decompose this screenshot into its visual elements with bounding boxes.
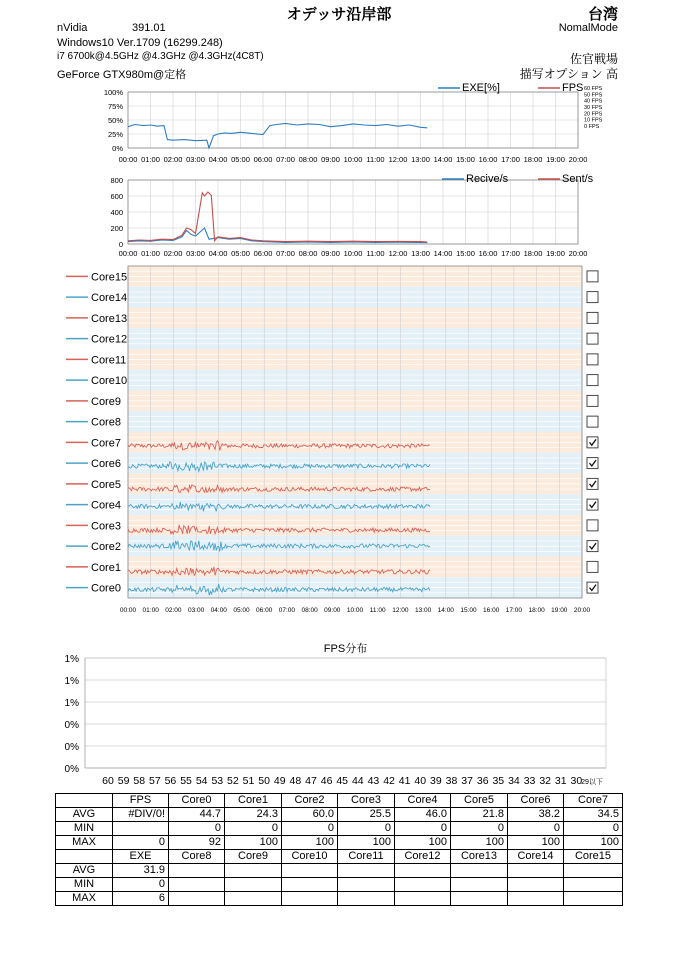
stats-cell: [338, 878, 395, 892]
x-tick-label: 15:00: [460, 607, 477, 614]
stats-header-cell: Core4: [395, 794, 451, 808]
x-tick-label: 01:00: [141, 155, 160, 164]
fps-tick-label: 0 FPS: [584, 124, 600, 130]
stats-header-cell: Core14: [508, 850, 564, 864]
stats-cell: [395, 878, 451, 892]
y-tick-label: 200: [110, 224, 123, 233]
y-tick-label: 100%: [103, 88, 123, 97]
stats-header-cell: Core13: [451, 850, 508, 864]
x-tick-label: 34: [508, 775, 520, 787]
stats-cell: [169, 864, 225, 878]
x-tick-label: 38: [445, 775, 458, 787]
x-tick-label: 17:00: [501, 155, 520, 164]
core-legend-label: Core4: [91, 499, 121, 512]
y-tick-label: 800: [110, 176, 123, 185]
x-tick-label: 43: [367, 775, 380, 787]
y-tick-label: 1%: [64, 698, 79, 709]
stats-header-row: [56, 850, 623, 864]
stats-cell: 0: [395, 822, 451, 836]
x-tick-label: 40: [414, 775, 427, 787]
x-tick-label: 57: [148, 775, 161, 787]
fps-tick-label: 30 FPS: [584, 105, 603, 111]
stats-cell: [338, 864, 395, 878]
os-info: Windows10 Ver.1709 (16299.248): [57, 37, 223, 49]
x-tick-label: 41: [398, 775, 411, 787]
x-tick-label: 50: [258, 775, 270, 787]
cores-chart: [0, 262, 678, 618]
core-legend-label: Core8: [91, 416, 121, 429]
x-tick-label: 20:00: [568, 155, 588, 164]
stats-row: [56, 864, 623, 878]
x-tick-label: 54: [195, 775, 208, 787]
core-checkbox[interactable]: [587, 561, 598, 572]
gpu-info: GeForce GTX980m@定格: [57, 69, 187, 81]
x-tick-label: 11:00: [366, 249, 385, 258]
stats-cell: 31.9: [113, 864, 169, 878]
stats-cell: [225, 864, 282, 878]
x-tick-label: 19:00: [551, 607, 568, 614]
stats-header-cell: Core15: [564, 850, 623, 864]
x-tick-label: 05:00: [231, 155, 250, 164]
stats-header-cell: Core0: [169, 794, 225, 808]
stats-cell: 0: [225, 822, 282, 836]
stats-cell: [508, 878, 564, 892]
x-tick-label: 47: [305, 775, 317, 787]
core-checkbox[interactable]: [587, 354, 598, 365]
stats-header-cell: Core8: [169, 850, 225, 864]
core-legend-label: Core9: [91, 395, 121, 408]
fps-distribution-chart: [0, 638, 678, 788]
stats-cell: 0: [338, 822, 395, 836]
y-tick-label: 25%: [107, 130, 123, 139]
fps-dist-title: FPS分布: [323, 643, 368, 655]
driver-version: 391.01: [132, 22, 166, 34]
core-legend-label: Core12: [91, 333, 128, 346]
stats-cell: 38.2: [508, 808, 564, 822]
stats-cell: [508, 864, 564, 878]
gpu-vendor: nVidia: [57, 22, 88, 34]
stats-cell: 46.0: [395, 808, 451, 822]
stats-header-cell: EXE: [113, 850, 169, 864]
legend-label-exe: EXE[%]: [462, 82, 500, 94]
stats-header-cell: Core10: [282, 850, 338, 864]
stats-row-label: MAX: [56, 892, 113, 906]
x-tick-label: 13:00: [414, 607, 432, 614]
y-tick-label: 75%: [107, 102, 123, 111]
x-tick-label: 18:00: [523, 249, 543, 258]
x-tick-label: 45: [336, 775, 349, 787]
core-checkbox[interactable]: [587, 458, 598, 469]
y-tick-label: 400: [110, 208, 123, 217]
x-tick-label: 15:00: [456, 249, 475, 258]
stats-row: [56, 808, 623, 822]
stats-row: [56, 892, 623, 906]
stats-header-cell: [56, 850, 113, 864]
stats-cell: [169, 878, 225, 892]
stats-cell: 24.3: [225, 808, 282, 822]
core-legend-label: Core10: [91, 375, 128, 388]
map-name: 台湾: [587, 6, 618, 23]
stats-row: [56, 878, 623, 892]
stats-header-cell: Core1: [225, 794, 282, 808]
stats-cell: 0: [282, 822, 338, 836]
x-tick-label: 03:00: [186, 155, 205, 164]
x-tick-label: 08:00: [298, 249, 318, 258]
stats-cell: 100: [451, 836, 508, 850]
y-tick-label: 0%: [64, 742, 79, 753]
core-legend-label: Core7: [91, 437, 121, 450]
core-legend-label: Core2: [91, 541, 121, 554]
fps-tick-label: 10 FPS: [584, 117, 603, 124]
x-tick-label: 30: [570, 775, 583, 787]
stats-cell: 100: [225, 836, 282, 850]
stats-cell: 0: [451, 822, 508, 836]
x-tick-label: 02:00: [165, 607, 182, 614]
stats-cell: 0: [113, 836, 169, 850]
x-tick-label: 00:00: [118, 155, 138, 164]
fps-tick-label: 20 FPS: [584, 111, 603, 118]
x-tick-label: 44: [351, 775, 364, 787]
core-legend-label: Core15: [91, 271, 128, 284]
y-tick-label: 0%: [64, 764, 79, 775]
stats-cell: [508, 892, 564, 906]
x-tick-label: 19:00: [546, 155, 565, 164]
stats-header-cell: Core6: [508, 794, 564, 808]
y-tick-label: 1%: [64, 676, 79, 687]
stats-cell: 100: [282, 836, 338, 850]
stats-header-cell: Core5: [451, 794, 508, 808]
stats-cell: 100: [338, 836, 395, 850]
stats-cell: [282, 864, 338, 878]
x-tick-label: 39: [430, 775, 442, 787]
x-tick-label: 10:00: [346, 607, 364, 614]
stats-cell: 44.7: [169, 808, 225, 822]
x-tick-label: 42: [383, 775, 395, 787]
stats-row-label: AVG: [56, 808, 113, 822]
x-tick-label: 15:00: [456, 155, 475, 164]
x-tick-label: 09:00: [321, 155, 340, 164]
x-tick-label: 07:00: [276, 249, 295, 258]
stats-header-cell: Core11: [338, 850, 395, 864]
stats-cell: [564, 864, 623, 878]
stats-cell: [395, 892, 451, 906]
x-tick-label: 04:00: [208, 249, 228, 258]
core-checkbox[interactable]: [587, 333, 598, 344]
x-tick-label: 18:00: [523, 155, 543, 164]
x-tick-label: 01:00: [141, 249, 160, 258]
x-tick-label: 12:00: [388, 249, 408, 258]
x-tick-label: 08:00: [298, 155, 318, 164]
stats-cell: 100: [508, 836, 564, 850]
stats-cell: [564, 878, 623, 892]
stats-header-cell: Core12: [395, 850, 451, 864]
core-legend-label: Core11: [91, 354, 127, 367]
x-tick-label: 04:00: [208, 155, 228, 164]
x-tick-label: 31: [554, 775, 567, 787]
legend-label-fps: FPS: [562, 82, 584, 94]
y-tick-label: 50%: [107, 116, 123, 125]
stats-header-cell: [56, 794, 113, 808]
stats-header-cell: FPS: [113, 794, 169, 808]
stats-row: [56, 822, 623, 836]
x-tick-label: 32: [539, 775, 552, 787]
stats-cell: [169, 892, 225, 906]
core-checkbox[interactable]: [587, 541, 598, 552]
x-tick-label: 14:00: [437, 607, 454, 614]
x-tick-label: 29以下: [581, 779, 603, 786]
x-tick-label: 18:00: [528, 607, 545, 614]
stats-cell: 0: [113, 878, 169, 892]
x-tick-label: 16:00: [483, 607, 500, 614]
core-checkbox[interactable]: [587, 416, 598, 427]
core-checkbox[interactable]: [587, 375, 598, 386]
core-checkbox[interactable]: [587, 437, 598, 448]
x-tick-label: 12:00: [388, 155, 408, 164]
network-chart: [0, 170, 678, 262]
core-legend-label: Core6: [91, 458, 121, 471]
x-tick-label: 60: [102, 775, 114, 787]
page-title: オデッサ沿岸部: [286, 6, 392, 23]
x-tick-label: 06:00: [253, 249, 273, 258]
stats-cell: [282, 878, 338, 892]
stats-row-label: MIN: [56, 822, 113, 836]
x-tick-label: 51: [242, 775, 255, 787]
stats-cell: #DIV/0!: [113, 808, 169, 822]
stats-header-cell: Core9: [225, 850, 282, 864]
stats-cell: 21.8: [451, 808, 508, 822]
x-tick-label: 11:00: [369, 607, 386, 614]
x-tick-label: 02:00: [163, 249, 183, 258]
core-checkbox[interactable]: [587, 292, 598, 303]
y-tick-label: 0: [118, 240, 123, 249]
x-tick-label: 59: [117, 775, 130, 787]
x-tick-label: 16:00: [478, 155, 498, 164]
x-tick-label: 36: [476, 775, 489, 787]
stats-cell: [564, 892, 623, 906]
x-tick-label: 14:00: [433, 155, 453, 164]
x-tick-label: 58: [133, 775, 146, 787]
core-legend-label: Core5: [91, 478, 121, 491]
stats-cell: 0: [508, 822, 564, 836]
core-checkbox[interactable]: [587, 395, 598, 406]
x-tick-label: 09:00: [324, 607, 341, 614]
battle-label: 佐官戦場: [569, 52, 618, 66]
x-tick-label: 53: [211, 775, 224, 787]
fps-tick-label: 50 FPS: [584, 92, 603, 99]
y-tick-label: 600: [110, 192, 123, 201]
fps-tick-label: 60 FPS: [584, 86, 603, 92]
x-tick-label: 01:00: [142, 607, 159, 614]
x-tick-label: 08:00: [301, 607, 318, 614]
stats-cell: [113, 822, 169, 836]
stats-cell: 6: [113, 892, 169, 906]
stats-cell: 100: [395, 836, 451, 850]
stats-table: [55, 793, 623, 906]
x-tick-label: 14:00: [433, 249, 453, 258]
core-checkbox[interactable]: [587, 499, 598, 510]
x-tick-label: 17:00: [505, 607, 523, 614]
stats-row: [56, 836, 623, 850]
x-tick-label: 13:00: [411, 249, 430, 258]
x-tick-label: 10:00: [343, 155, 363, 164]
x-tick-label: 20:00: [568, 249, 588, 258]
x-tick-label: 11:00: [366, 155, 385, 164]
core-checkbox[interactable]: [587, 271, 598, 282]
core-legend-label: Core1: [91, 561, 121, 574]
x-tick-label: 46: [320, 775, 333, 787]
x-tick-label: 10:00: [343, 249, 363, 258]
x-tick-label: 06:00: [256, 607, 273, 614]
core-checkbox[interactable]: [587, 312, 598, 323]
core-checkbox[interactable]: [587, 582, 598, 593]
core-checkbox[interactable]: [587, 520, 598, 531]
x-tick-label: 37: [461, 775, 473, 787]
x-tick-label: 48: [289, 775, 302, 787]
stats-header-row: [56, 794, 623, 808]
y-tick-label: 0%: [112, 144, 123, 153]
y-tick-label: 0%: [64, 720, 79, 731]
x-tick-label: 03:00: [187, 607, 205, 614]
legend-label-recive: Recive/s: [466, 173, 509, 185]
y-tick-label: 1%: [64, 654, 79, 665]
stats-cell: 100: [564, 836, 623, 850]
x-tick-label: 00:00: [119, 607, 137, 614]
x-tick-label: 52: [227, 775, 239, 787]
x-tick-label: 56: [164, 775, 177, 787]
exe-fps-chart: [0, 78, 678, 170]
stats-cell: [338, 892, 395, 906]
stats-cell: [451, 892, 508, 906]
stats-cell: [395, 864, 451, 878]
stats-cell: [451, 878, 508, 892]
x-tick-label: 55: [180, 775, 192, 787]
x-tick-label: 07:00: [278, 607, 296, 614]
x-tick-label: 09:00: [321, 249, 340, 258]
stats-row-label: AVG: [56, 864, 113, 878]
x-tick-label: 00:00: [118, 249, 138, 258]
stats-cell: [451, 864, 508, 878]
stats-cell: 0: [169, 822, 225, 836]
stats-cell: 60.0: [282, 808, 338, 822]
stats-row-label: MIN: [56, 878, 113, 892]
stats-header-cell: Core2: [282, 794, 338, 808]
legend-label-sent: Sent/s: [562, 173, 594, 185]
core-legend-label: Core14: [91, 292, 128, 305]
x-tick-label: 06:00: [253, 155, 273, 164]
x-tick-label: 17:00: [501, 249, 520, 258]
x-tick-label: 33: [523, 775, 536, 787]
x-tick-label: 04:00: [210, 607, 227, 614]
x-tick-label: 20:00: [573, 607, 591, 614]
x-tick-label: 35: [492, 775, 505, 787]
core-legend-label: Core3: [91, 520, 121, 533]
x-tick-label: 16:00: [478, 249, 498, 258]
x-tick-label: 13:00: [411, 155, 430, 164]
cpu-info: i7 6700k@4.5GHz @4.3GHz @4.3GHz(4C8T): [57, 51, 264, 62]
core-legend-label: Core0: [91, 582, 121, 595]
x-tick-label: 49: [273, 775, 286, 787]
stats-cell: [282, 892, 338, 906]
stats-cell: 92: [169, 836, 225, 850]
stats-cell: 0: [564, 822, 623, 836]
x-tick-label: 19:00: [546, 249, 565, 258]
stats-header-cell: Core3: [338, 794, 395, 808]
fps-tick-label: 40 FPS: [584, 98, 603, 105]
graphics-option: 描写オプション 高: [519, 67, 618, 81]
stats-cell: [225, 892, 282, 906]
plot-area: [85, 658, 606, 768]
core-legend-label: Core13: [91, 312, 128, 325]
x-tick-label: 12:00: [392, 607, 409, 614]
x-tick-label: 07:00: [276, 155, 295, 164]
stats-cell: 34.5: [564, 808, 623, 822]
stats-cell: [225, 878, 282, 892]
core-checkbox[interactable]: [587, 478, 598, 489]
x-tick-label: 05:00: [231, 249, 250, 258]
x-tick-label: 05:00: [233, 607, 250, 614]
mode-label: NomalMode: [558, 22, 618, 34]
stats-header-cell: Core7: [564, 794, 623, 808]
x-tick-label: 03:00: [186, 249, 205, 258]
x-tick-label: 02:00: [163, 155, 183, 164]
stats-cell: 25.5: [338, 808, 395, 822]
stats-row-label: MAX: [56, 836, 113, 850]
